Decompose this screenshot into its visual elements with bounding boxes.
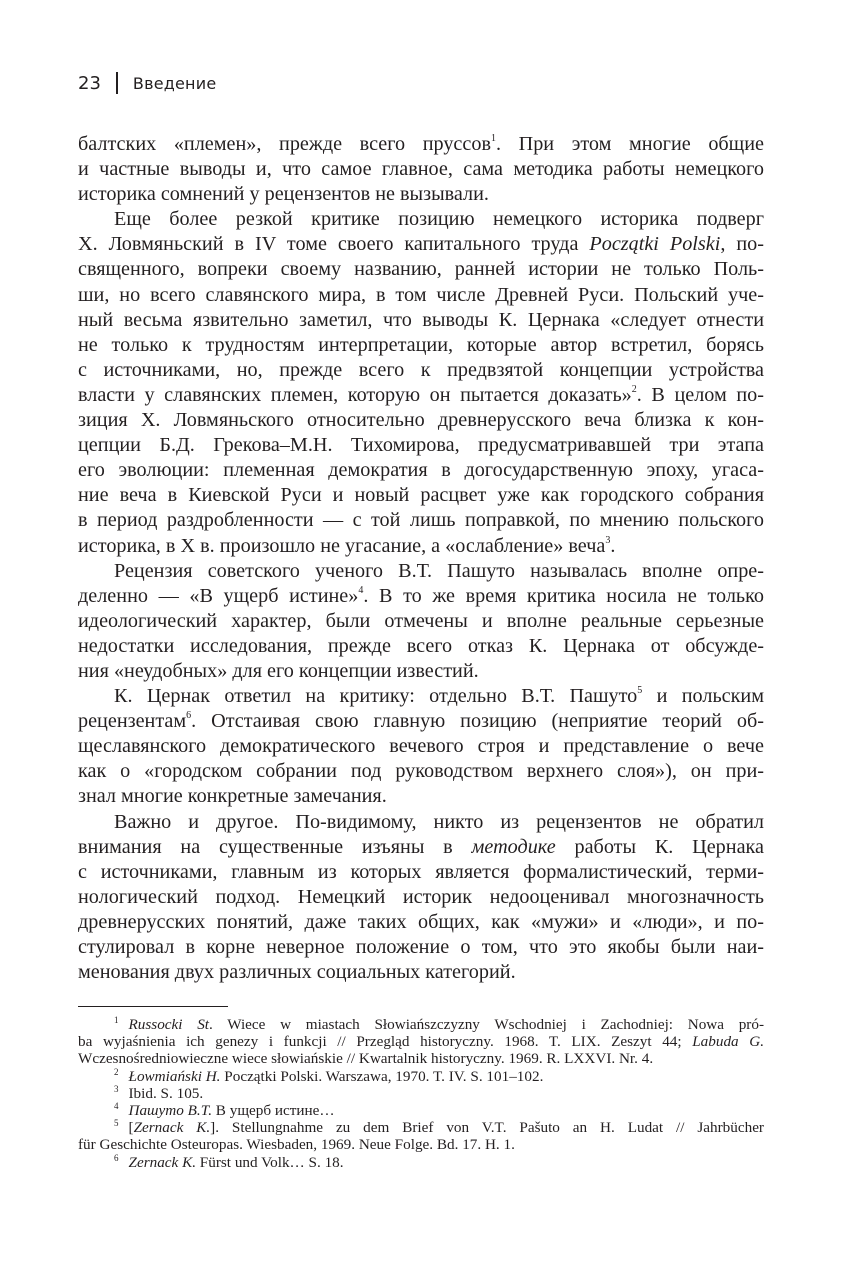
text-line: не только к трудностям интерпретации, которые автор встретил, борясь: [78, 333, 764, 356]
footnote-1: $^1$ Russocki St. Wiece w miastach Słowiańszczyzny Wschodniej i Zachodniej: Nowa pró-: [114, 1015, 764, 1033]
text-line: цепции Б.Д. Грекова–М.Н. Тихомирова, предусматривавшей три этапа: [78, 434, 764, 457]
footnote-ref[interactable]: 6: [186, 710, 192, 722]
text-line: его эволюции: племенная демократия в догосударственную эпоху, угаса-: [78, 459, 764, 482]
footnote-ref[interactable]: 1: [490, 133, 496, 144]
text-line: внимания на существенные изъяны в методике работы К. Цернака: [78, 835, 764, 858]
text-line: ния «неудобных» для его концепции известий.: [78, 659, 479, 682]
footnote-5: $^5$ [Zernack K.]. Stellungnahme zu dem Brief von V.T. Pašuto an H. Ludat // Jahrbücher: [114, 1118, 764, 1137]
text-line: знал многие конкретные замечания.: [78, 785, 387, 808]
text-line: с источниками, главным из которых является формалистический, терми-: [78, 860, 764, 883]
text-line: в период раздробленности — с той лишь поправкой, по мнению польского: [78, 509, 764, 532]
text-line: зиция Х. Ловмяньского относительно древнерусского веча близка к кон-: [78, 409, 764, 432]
text-line: деленно — «В ущерб истине»$^4$. В то же время критика носила не только: [78, 584, 764, 607]
text-line: священного, вопреки своему названию, ранней истории не только Поль-: [78, 258, 764, 281]
text-line: с источниками, но, прежде всего к предвзятой концепции устройства: [78, 358, 764, 381]
footnote-ref[interactable]: 4: [358, 584, 364, 596]
running-head: [78, 72, 216, 94]
text-line: ние веча в Киевской Руси и новый расцвет уже как городского собрания: [78, 484, 764, 507]
text-line: ный весьма язвительно заметил, что выводы К. Цернака «следует отнести: [78, 308, 764, 331]
text-line: Важно и другое. По-видимому, никто из рецензентов не обратил: [114, 810, 764, 833]
footnote-2: $^2$ Łowmiański H. Początki Polski. Warszawa, 1970. T. IV. S. 101–102.: [114, 1066, 544, 1085]
footnote-line: ba wyjaśnienia ich genezy i funkcji // Przegląd historyczny. 1968. T. LIX. Zeszyt 44; Labuda G.: [78, 1033, 765, 1051]
text-line: историка, в X в. произошло не угасание, а «ослабление» веча$^3$.: [78, 534, 616, 557]
text-line: Еще более резкой критике позицию немецкого историка подверг: [114, 208, 764, 231]
footnote-ref[interactable]: 5: [637, 685, 643, 697]
text-line: историка сомнений у рецензентов не вызывали.: [78, 183, 489, 206]
text-line: как о «городском собрании под руководством верхнего слоя»), он при-: [78, 760, 764, 783]
footnote-ref[interactable]: 2: [631, 383, 637, 395]
text-line: Х. Ловмяньский в IV томе своего капитального труда Początki Polski, по-: [78, 233, 764, 256]
footnote-4: $^4$ Пашуто В.Т. В ущерб истине…: [114, 1100, 335, 1119]
page-number: 23: [78, 72, 101, 94]
text-line: щеславянского демократического вечевого строя и представление о вече: [78, 735, 764, 758]
footnote-6: $^6$ Zernack K. Fürst und Volk… S. 18.: [114, 1152, 344, 1171]
text-line: Рецензия советского ученого В.Т. Пашуто называлась вполне опре-: [114, 559, 764, 582]
text-line: К. Цернак ответил на критику: отдельно В.Т. Пашуто$^5$ и польским: [114, 685, 764, 708]
main-text: [78, 132, 764, 985]
text-line: менования двух различных социальных категорий.: [78, 961, 516, 984]
footnote-3: $^3$ Ibid. S. 105.: [114, 1083, 204, 1102]
text-line: идеологический характер, были отмечены и вполне реальные серьезные: [78, 609, 764, 632]
text-line: и частные выводы и, что самое главное, сама методика работы немецкого: [78, 158, 764, 181]
text-line: балтских «племен», прежде всего пруссов$^1$. При этом многие общие: [78, 133, 764, 155]
text-line: ши, но всего славянского мира, в том числе Древней Руси. Польский уче-: [78, 283, 764, 306]
text-line: власти у славянских племен, которую он пытается доказать»$^2$. В целом по-: [78, 383, 764, 406]
section-title: Введение: [132, 73, 217, 93]
text-line: древнерусских понятий, даже таких общих, как «мужи» и «люди», и по-: [78, 910, 764, 933]
text-line: недостатки исследования, прежде всего отказ К. Цернака от обсужде-: [78, 634, 764, 657]
text-line: рецензентам$^6$. Отстаивая свою главную позицию (неприятие теорий об-: [78, 710, 764, 733]
footnotes: [78, 1016, 764, 1171]
footnote-line: Wczesnośredniowieczne wiece słowiańskie // Kwartalnik historyczny. 1969. R. LXXVI. Nr. 4.: [78, 1050, 654, 1068]
header-divider: [116, 72, 118, 94]
footnote-ref[interactable]: 3: [605, 534, 611, 546]
text-line: стулировал в корне неверное положение о том, что это якобы были наи-: [78, 936, 764, 958]
text-line: нологический подход. Немецкий историк недооценивал многозначность: [78, 885, 764, 908]
footnote-line: für Geschichte Osteuropas. Wiesbaden, 1969. Neue Folge. Bd. 17. H. 1.: [78, 1136, 515, 1154]
footnote-separator: [78, 1006, 228, 1007]
